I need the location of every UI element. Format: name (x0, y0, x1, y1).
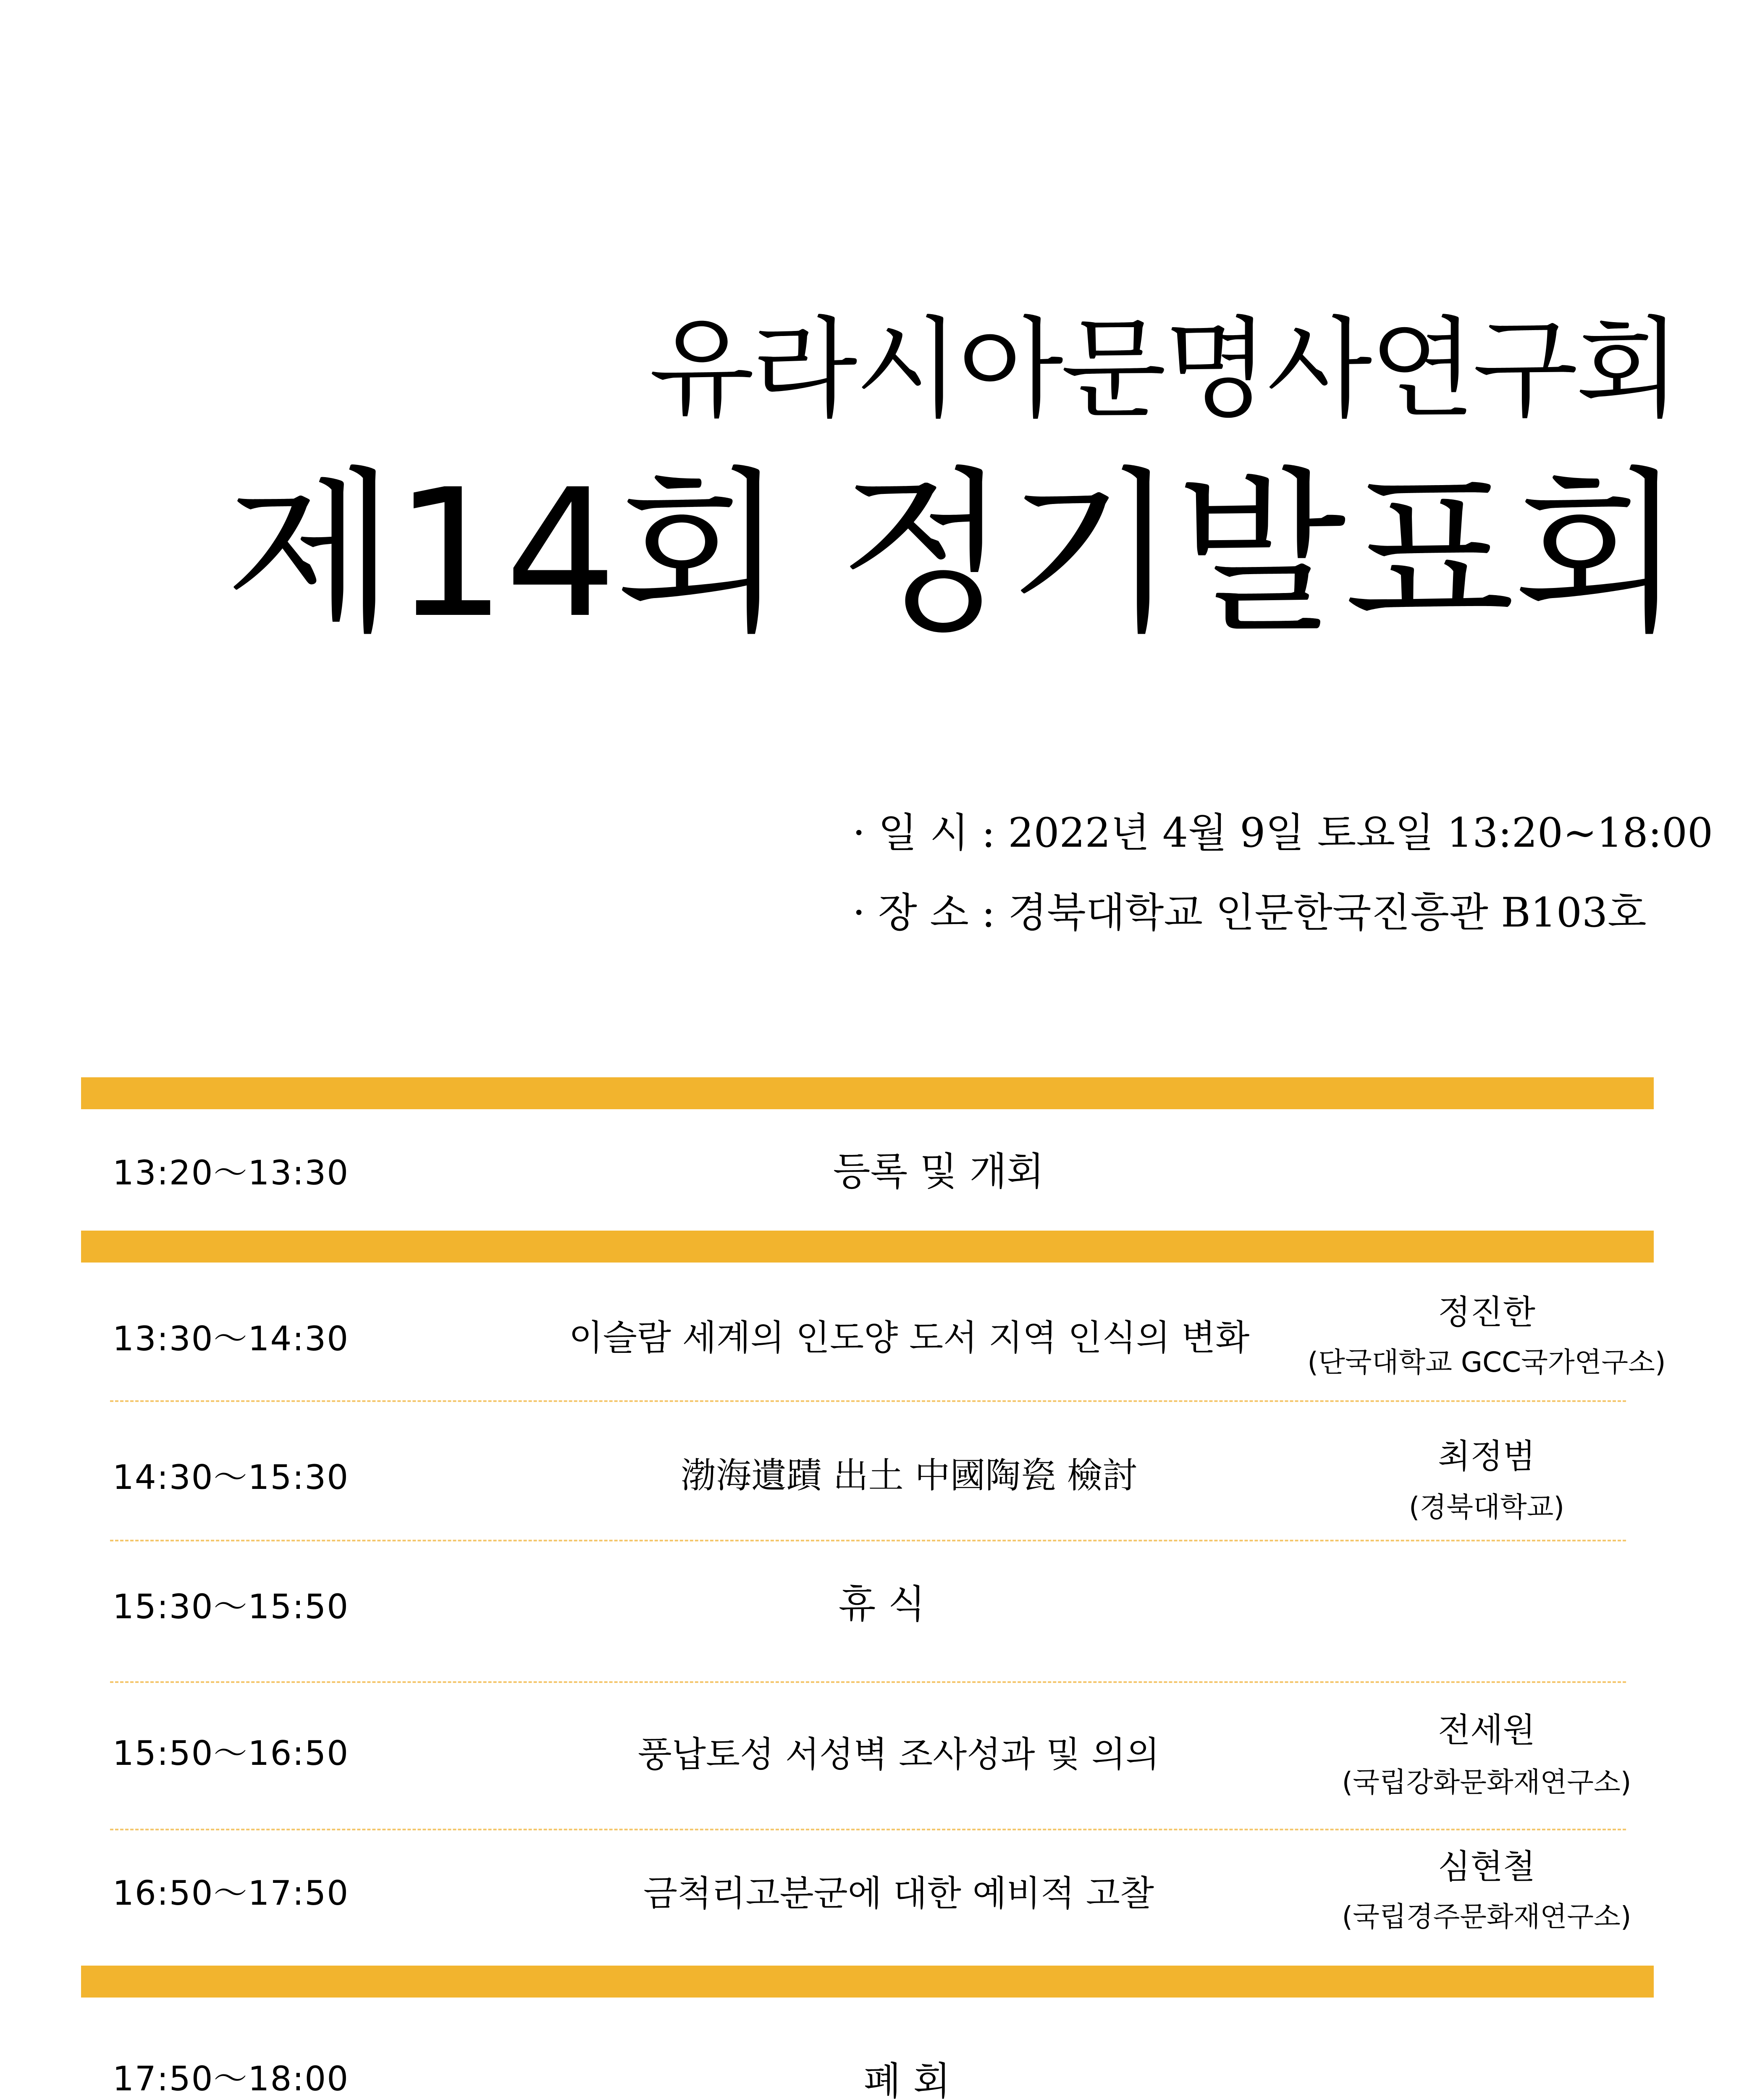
schedule-time: 13:30～14:30 (113, 1319, 349, 1358)
schedule-time: 15:30～15:50 (113, 1587, 349, 1626)
accent-bar-top (81, 1077, 1654, 1109)
event-title: 제14회 정기발표회 (226, 452, 1682, 657)
speaker-name: 전세원 (1438, 1711, 1535, 1750)
speaker-name: 정진한 (1438, 1293, 1535, 1332)
event-date: · 일 시 : 2022년 4월 9일 토요일 13:20~18:00 (852, 809, 1713, 856)
schedule-title: 등록 및 개회 (833, 1149, 1044, 1194)
speaker-name: 심현철 (1438, 1847, 1535, 1886)
speaker-affiliation: (국립경주문화재연구소) (1342, 1900, 1631, 1933)
speaker-name: 최정범 (1438, 1437, 1535, 1476)
schedule-time: 14:30～15:30 (113, 1458, 349, 1497)
schedule-time: 15:50～16:50 (113, 1734, 349, 1773)
schedule-time: 17:50～18:00 (113, 2059, 349, 2098)
speaker-affiliation: (단국대학교 GCC국가연구소) (1307, 1346, 1666, 1378)
schedule-title: 渤海遺蹟 出土 中國陶瓷 檢討 (680, 1455, 1138, 1496)
schedule-time: 13:20～13:30 (113, 1153, 349, 1192)
accent-bar-bottom (81, 1966, 1654, 1998)
row-separator (110, 1829, 1626, 1830)
event-place: · 장 소 : 경북대학교 인문한국진흥관 B103호 (852, 889, 1647, 936)
accent-bar-middle (81, 1231, 1654, 1263)
schedule-time: 16:50～17:50 (113, 1874, 349, 1913)
speaker-affiliation: (국립강화문화재연구소) (1342, 1766, 1631, 1798)
row-separator (110, 1540, 1626, 1541)
speaker-affiliation: (경북대학교) (1409, 1491, 1565, 1523)
schedule-title: 이슬람 세계의 인도양 도서 지역 인식의 변화 (569, 1317, 1250, 1358)
row-separator (110, 1400, 1626, 1402)
schedule-title: 금척리고분군에 대한 예비적 고찰 (643, 1873, 1154, 1914)
schedule-title: 폐 회 (863, 2059, 951, 2100)
schedule-title: 풍납토성 서성벽 조사성과 및 의의 (637, 1734, 1160, 1775)
row-separator (110, 1681, 1626, 1683)
schedule-title: 휴 식 (838, 1582, 926, 1627)
organization-title: 유라시아문명사연구회 (649, 306, 1679, 433)
